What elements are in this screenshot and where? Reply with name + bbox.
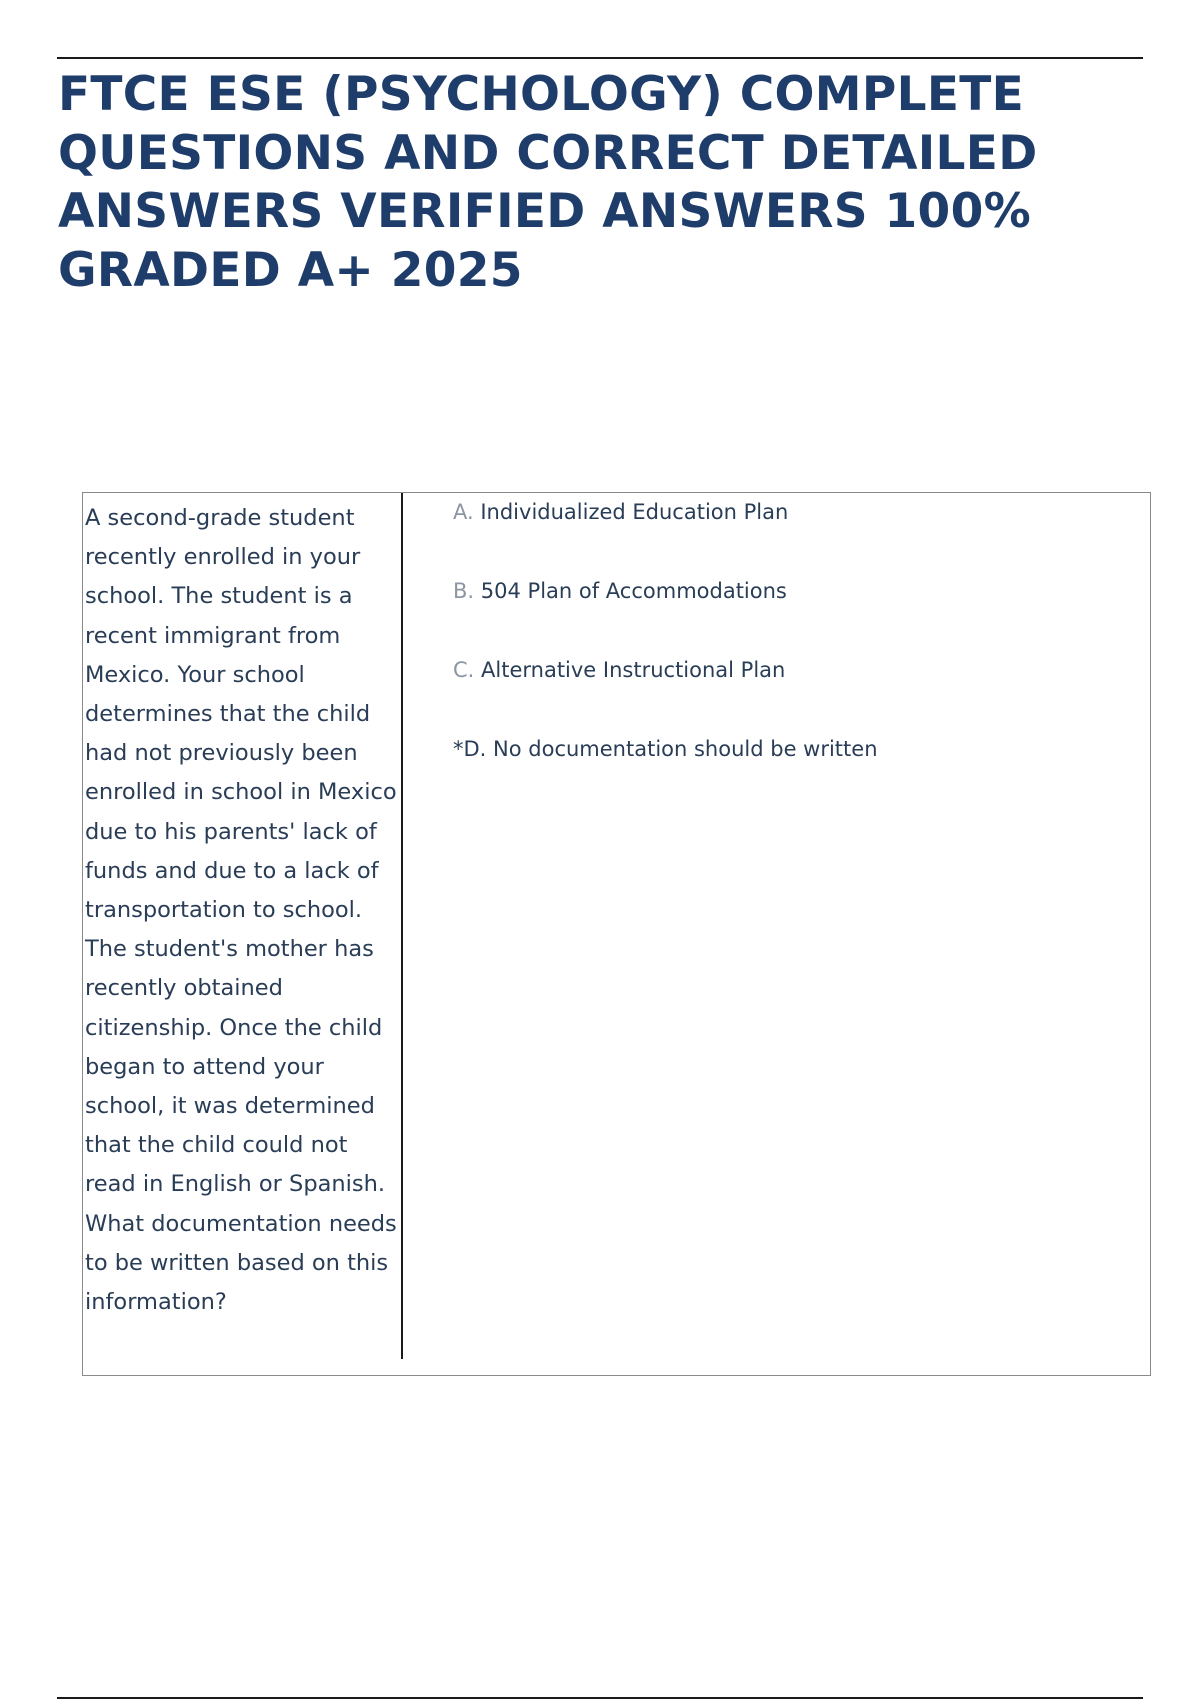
question-table	[82, 492, 1151, 1376]
question-cell	[83, 493, 403, 1359]
answer-option-d-correct	[453, 735, 878, 763]
title-line: QUESTIONS AND CORRECT DETAILED	[58, 125, 1038, 181]
answer-option-a	[453, 498, 788, 526]
option-text: Alternative Instructional Plan	[474, 658, 786, 682]
title-line: ANSWERS VERIFIED ANSWERS 100%	[58, 184, 1031, 239]
option-letter: A.	[453, 500, 474, 524]
answer-option-b	[453, 577, 787, 605]
answer-option-c	[453, 656, 785, 684]
top-rule	[57, 57, 1143, 59]
bottom-rule	[57, 1697, 1143, 1699]
option-letter: B.	[453, 579, 475, 603]
title-line: GRADED A+ 2025	[58, 242, 523, 298]
question-text: A second-grade student recently enrolled in your school. The student is a recent immigrant from Mexico. Your school determines that the child had not previously been enrolled in school in Mexico due to his parents' lack of funds and due to a lack of transportation to school. The student's mother has recently obtained citizenship. Once the child began to attend your school, it was determined that the child could not read in English or Spanish. What documentation needs to be written based on this information?	[85, 505, 397, 1316]
option-text: Individualized Education Plan	[473, 500, 789, 524]
option-text: 504 Plan of Accommodations	[474, 579, 787, 603]
option-text: No documentation should be written	[486, 737, 878, 761]
document-title	[58, 66, 1118, 300]
option-letter: *D.	[453, 737, 487, 761]
title-line: FTCE ESE (PSYCHOLOGY) COMPLETE	[58, 67, 1025, 122]
option-letter: C.	[453, 658, 475, 682]
